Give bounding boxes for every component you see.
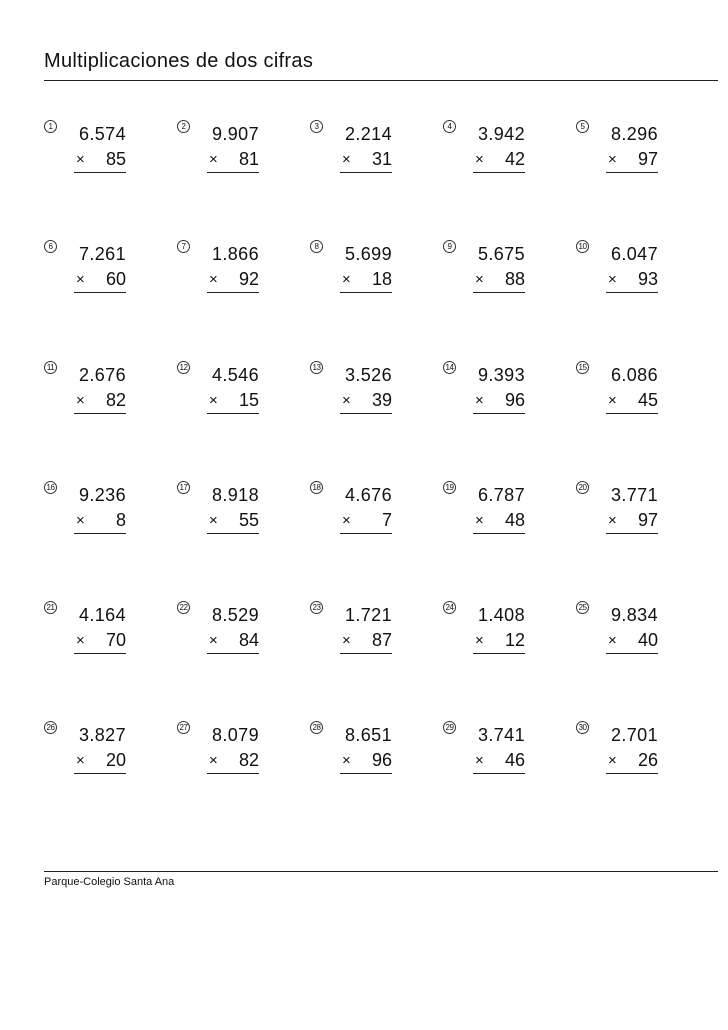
problem-number-badge: 15 xyxy=(576,361,589,374)
problem-item xyxy=(443,481,563,561)
multiplicand: 8.651 xyxy=(344,725,392,745)
problem-number-badge: 5 xyxy=(576,120,589,133)
times-icon: × xyxy=(475,752,484,769)
multiplicand: 6.086 xyxy=(610,365,658,385)
problem-item xyxy=(177,361,297,441)
multiplicand: 8.529 xyxy=(211,605,259,625)
problem-number-badge: 28 xyxy=(310,721,323,734)
multiplier: 45 xyxy=(637,390,658,410)
problem-number-badge: 21 xyxy=(44,601,57,614)
problem-number-badge: 23 xyxy=(310,601,323,614)
multiplicand: 3.827 xyxy=(78,725,126,745)
multiplier: 97 xyxy=(637,510,658,530)
multiplier: 82 xyxy=(105,390,126,410)
multiplier: 92 xyxy=(238,269,259,289)
answer-line xyxy=(207,773,259,774)
problem-item xyxy=(177,481,297,561)
multiplicand: 3.942 xyxy=(477,124,525,144)
times-icon: × xyxy=(209,151,218,168)
problem-number-badge: 10 xyxy=(576,240,589,253)
problem-number-badge: 17 xyxy=(177,481,190,494)
multiplicand: 1.721 xyxy=(344,605,392,625)
answer-line xyxy=(606,413,658,414)
problem-item xyxy=(44,361,164,441)
problem-item xyxy=(310,721,430,801)
problem-number-badge: 29 xyxy=(443,721,456,734)
multiplier: 96 xyxy=(371,750,392,770)
answer-line xyxy=(606,533,658,534)
title-divider xyxy=(44,80,718,81)
times-icon: × xyxy=(76,752,85,769)
multiplier: 18 xyxy=(371,269,392,289)
multiplier: 87 xyxy=(371,630,392,650)
multiplicand: 3.741 xyxy=(477,725,525,745)
answer-line xyxy=(74,172,126,173)
problem-item xyxy=(177,120,297,200)
times-icon: × xyxy=(475,632,484,649)
problem-item xyxy=(177,601,297,681)
multiplicand: 3.771 xyxy=(610,485,658,505)
times-icon: × xyxy=(76,151,85,168)
problem-number-badge: 26 xyxy=(44,721,57,734)
multiplicand: 8.079 xyxy=(211,725,259,745)
problem-number-badge: 19 xyxy=(443,481,456,494)
multiplier: 39 xyxy=(371,390,392,410)
multiplicand: 2.701 xyxy=(610,725,658,745)
multiplier: 81 xyxy=(238,149,259,169)
problem-item xyxy=(310,361,430,441)
multiplier: 55 xyxy=(238,510,259,530)
multiplier: 7 xyxy=(381,510,392,530)
problem-number-badge: 2 xyxy=(177,120,190,133)
problem-number-badge: 3 xyxy=(310,120,323,133)
times-icon: × xyxy=(342,151,351,168)
multiplier: 85 xyxy=(105,149,126,169)
answer-line xyxy=(606,172,658,173)
problem-number-badge: 14 xyxy=(443,361,456,374)
problem-item xyxy=(310,120,430,200)
multiplicand: 5.699 xyxy=(344,244,392,264)
footer-text: Parque-Colegio Santa Ana xyxy=(44,876,175,888)
answer-line xyxy=(340,413,392,414)
problem-number-badge: 1 xyxy=(44,120,57,133)
multiplicand: 6.574 xyxy=(78,124,126,144)
times-icon: × xyxy=(342,752,351,769)
problem-item xyxy=(576,721,696,801)
answer-line xyxy=(340,172,392,173)
multiplier: 84 xyxy=(238,630,259,650)
answer-line xyxy=(473,413,525,414)
times-icon: × xyxy=(475,151,484,168)
answer-line xyxy=(340,533,392,534)
answer-line xyxy=(606,292,658,293)
times-icon: × xyxy=(475,271,484,288)
answer-line xyxy=(473,292,525,293)
multiplicand: 1.408 xyxy=(477,605,525,625)
problem-number-badge: 18 xyxy=(310,481,323,494)
answer-line xyxy=(340,773,392,774)
multiplier: 97 xyxy=(637,149,658,169)
multiplier: 20 xyxy=(105,750,126,770)
multiplicand: 4.676 xyxy=(344,485,392,505)
times-icon: × xyxy=(608,271,617,288)
multiplier: 31 xyxy=(371,149,392,169)
problem-item xyxy=(443,601,563,681)
times-icon: × xyxy=(475,512,484,529)
multiplier: 8 xyxy=(115,510,126,530)
multiplier: 46 xyxy=(504,750,525,770)
problem-number-badge: 30 xyxy=(576,721,589,734)
multiplicand: 9.393 xyxy=(477,365,525,385)
times-icon: × xyxy=(76,512,85,529)
multiplicand: 7.261 xyxy=(78,244,126,264)
multiplier: 70 xyxy=(105,630,126,650)
problem-item xyxy=(443,240,563,320)
problem-item xyxy=(310,601,430,681)
multiplicand: 3.526 xyxy=(344,365,392,385)
problem-number-badge: 6 xyxy=(44,240,57,253)
times-icon: × xyxy=(76,271,85,288)
problem-number-badge: 7 xyxy=(177,240,190,253)
answer-line xyxy=(473,533,525,534)
answer-line xyxy=(606,653,658,654)
worksheet-title: Multiplicaciones de dos cifras xyxy=(44,50,314,72)
answer-line xyxy=(207,413,259,414)
times-icon: × xyxy=(209,632,218,649)
times-icon: × xyxy=(608,512,617,529)
problem-number-badge: 11 xyxy=(44,361,57,374)
multiplicand: 4.546 xyxy=(211,365,259,385)
multiplicand: 6.047 xyxy=(610,244,658,264)
multiplier: 48 xyxy=(504,510,525,530)
answer-line xyxy=(74,413,126,414)
multiplier: 88 xyxy=(504,269,525,289)
times-icon: × xyxy=(342,632,351,649)
problem-item xyxy=(576,120,696,200)
problem-number-badge: 22 xyxy=(177,601,190,614)
multiplicand: 4.164 xyxy=(78,605,126,625)
multiplier: 82 xyxy=(238,750,259,770)
problem-item xyxy=(576,240,696,320)
times-icon: × xyxy=(209,271,218,288)
multiplicand: 8.918 xyxy=(211,485,259,505)
problem-item xyxy=(310,481,430,561)
problem-item xyxy=(443,120,563,200)
problem-item xyxy=(44,721,164,801)
footer-divider xyxy=(44,871,718,872)
multiplicand: 9.907 xyxy=(211,124,259,144)
problem-item xyxy=(310,240,430,320)
answer-line xyxy=(207,172,259,173)
multiplicand: 2.214 xyxy=(344,124,392,144)
multiplicand: 6.787 xyxy=(477,485,525,505)
problem-number-badge: 20 xyxy=(576,481,589,494)
problem-item xyxy=(443,361,563,441)
answer-line xyxy=(207,533,259,534)
times-icon: × xyxy=(608,752,617,769)
times-icon: × xyxy=(608,151,617,168)
times-icon: × xyxy=(342,271,351,288)
multiplicand: 1.866 xyxy=(211,244,259,264)
multiplier: 40 xyxy=(637,630,658,650)
problem-number-badge: 16 xyxy=(44,481,57,494)
problem-number-badge: 25 xyxy=(576,601,589,614)
times-icon: × xyxy=(342,392,351,409)
answer-line xyxy=(74,773,126,774)
times-icon: × xyxy=(342,512,351,529)
multiplicand: 5.675 xyxy=(477,244,525,264)
answer-line xyxy=(473,773,525,774)
times-icon: × xyxy=(608,392,617,409)
multiplier: 60 xyxy=(105,269,126,289)
problem-item xyxy=(576,601,696,681)
answer-line xyxy=(207,653,259,654)
answer-line xyxy=(207,292,259,293)
answer-line xyxy=(74,653,126,654)
answer-line xyxy=(74,292,126,293)
problem-number-badge: 27 xyxy=(177,721,190,734)
multiplier: 15 xyxy=(238,390,259,410)
problem-item xyxy=(443,721,563,801)
answer-line xyxy=(340,653,392,654)
problem-item xyxy=(177,721,297,801)
answer-line xyxy=(340,292,392,293)
multiplier: 12 xyxy=(504,630,525,650)
answer-line xyxy=(74,533,126,534)
problem-number-badge: 8 xyxy=(310,240,323,253)
times-icon: × xyxy=(76,392,85,409)
problem-item xyxy=(44,481,164,561)
times-icon: × xyxy=(76,632,85,649)
multiplicand: 2.676 xyxy=(78,365,126,385)
problem-item xyxy=(44,120,164,200)
problem-item xyxy=(177,240,297,320)
answer-line xyxy=(606,773,658,774)
multiplier: 93 xyxy=(637,269,658,289)
problem-number-badge: 12 xyxy=(177,361,190,374)
problem-item xyxy=(44,601,164,681)
multiplicand: 9.236 xyxy=(78,485,126,505)
times-icon: × xyxy=(475,392,484,409)
problem-item xyxy=(576,481,696,561)
multiplicand: 9.834 xyxy=(610,605,658,625)
multiplier: 96 xyxy=(504,390,525,410)
problem-number-badge: 13 xyxy=(310,361,323,374)
multiplicand: 8.296 xyxy=(610,124,658,144)
multiplier: 26 xyxy=(637,750,658,770)
problem-number-badge: 9 xyxy=(443,240,456,253)
times-icon: × xyxy=(209,512,218,529)
times-icon: × xyxy=(209,392,218,409)
problem-item xyxy=(44,240,164,320)
multiplier: 42 xyxy=(504,149,525,169)
problem-item xyxy=(576,361,696,441)
times-icon: × xyxy=(209,752,218,769)
problem-number-badge: 24 xyxy=(443,601,456,614)
answer-line xyxy=(473,653,525,654)
problem-number-badge: 4 xyxy=(443,120,456,133)
times-icon: × xyxy=(608,632,617,649)
answer-line xyxy=(473,172,525,173)
